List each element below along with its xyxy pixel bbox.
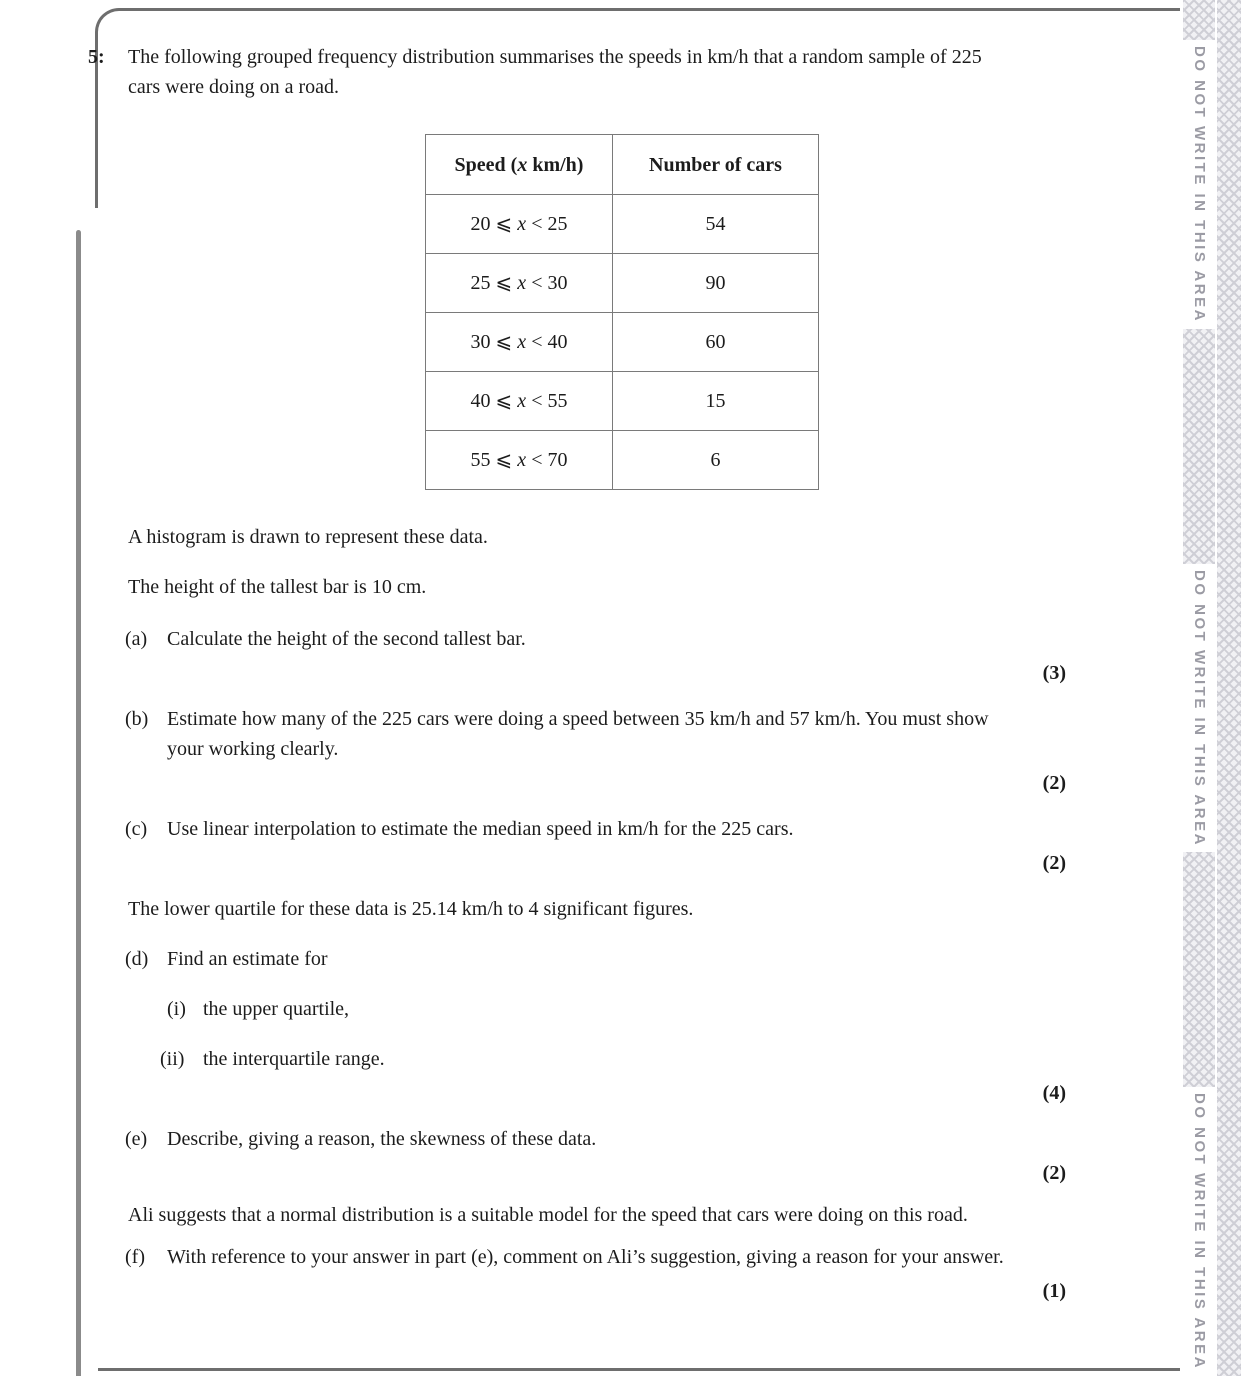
part-e-marks: (2) (1042, 1162, 1066, 1184)
question-intro (88, 42, 1078, 102)
range-pre: 25 ⩽ (470, 272, 518, 294)
do-not-write-label: DO NOT WRITE IN THIS AREA (1191, 1093, 1208, 1371)
car-count-cell: 60 (613, 313, 819, 372)
range-pre: 40 ⩽ (470, 390, 518, 412)
range-var: x (517, 449, 527, 471)
part-b-text: Estimate how many of the 225 cars were doing a speed between 35 km/h and 57 km/h. You must show your working clearly. (167, 708, 989, 760)
page-frame-bottom (98, 1368, 1180, 1371)
part-b-marks: (2) (1042, 772, 1066, 794)
car-count-cell: 15 (613, 372, 819, 431)
part-f-marks: (1) (1042, 1280, 1066, 1302)
do-not-write-text-strip (1183, 0, 1215, 1376)
part-d-sub-i (167, 994, 1078, 1024)
part-b (125, 704, 1078, 764)
part-d-sub-ii (160, 1044, 1078, 1074)
statement-lower-quartile: The lower quartile for these data is 25.14 km/h to 4 significant figures. (128, 898, 694, 920)
range-post: < 70 (526, 449, 568, 471)
part-f-label: (f) (125, 1246, 145, 1268)
speed-class-cell (426, 195, 613, 254)
part-c (125, 814, 1078, 844)
range-post: < 25 (526, 213, 568, 235)
part-c-marks: (2) (1042, 852, 1066, 874)
part-f-text: With reference to your answer in part (e), comment on Ali’s suggestion, giving a reason for your answer. (167, 1246, 1004, 1268)
part-c-label: (c) (125, 818, 148, 840)
table-header-cars: Number of cars (613, 135, 819, 195)
question-intro-text: The following grouped frequency distribution summarises the speeds in km/h that a random sample of 225 cars were doing on a road. (128, 46, 982, 98)
part-d-sub-i-text: the upper quartile, (203, 998, 350, 1020)
speed-class-cell (426, 254, 613, 313)
table-row (426, 431, 819, 490)
car-count-cell: 54 (613, 195, 819, 254)
range-post: < 40 (526, 331, 568, 353)
part-d-sub-i-label: (i) (167, 998, 186, 1020)
statement-histogram: A histogram is drawn to represent these data. (128, 526, 488, 548)
part-d-marks: (4) (1042, 1082, 1066, 1104)
part-a-text: Calculate the height of the second tallest bar. (167, 628, 526, 650)
do-not-write-label: DO NOT WRITE IN THIS AREA (1191, 46, 1208, 323)
range-var: x (517, 331, 527, 353)
question-number: 5: (88, 46, 105, 68)
page-frame-left-bar (76, 230, 81, 1376)
hatch-band (1183, 852, 1215, 1087)
range-var: x (517, 272, 527, 294)
range-var: x (517, 390, 527, 412)
table-row (426, 254, 819, 313)
range-pre: 20 ⩽ (470, 213, 518, 235)
part-d-sub-ii-text: the interquartile range. (203, 1048, 385, 1070)
part-a-label: (a) (125, 628, 148, 650)
range-post: < 30 (526, 272, 568, 294)
do-not-write-margin (1183, 0, 1241, 1376)
table-row (426, 195, 819, 254)
table-header-row (426, 135, 819, 195)
header-speed-var: x (517, 153, 528, 176)
part-d-label: (d) (125, 948, 149, 970)
header-speed-pre: Speed ( (454, 153, 518, 176)
table-row (426, 313, 819, 372)
question-content (88, 42, 1078, 1306)
hatch-band (1183, 329, 1215, 564)
range-var: x (517, 213, 527, 235)
car-count-cell: 90 (613, 254, 819, 313)
statement-ali: Ali suggests that a normal distribution is a suitable model for the speed that cars were doing on this road. (128, 1204, 968, 1226)
part-a-marks: (3) (1042, 662, 1066, 684)
range-post: < 55 (526, 390, 568, 412)
part-d-sub-ii-label: (ii) (160, 1048, 185, 1070)
part-d-text: Find an estimate for (167, 948, 328, 970)
part-b-label: (b) (125, 708, 149, 730)
part-e (125, 1124, 1078, 1154)
range-pre: 30 ⩽ (470, 331, 518, 353)
table-header-speed (426, 135, 613, 195)
hatch-edge-band (1217, 0, 1241, 1376)
hatch-band (1183, 0, 1215, 40)
speed-class-cell (426, 313, 613, 372)
frequency-table (425, 134, 819, 490)
header-speed-post: km/h) (527, 153, 584, 176)
car-count-cell: 6 (613, 431, 819, 490)
statement-tallest-bar: The height of the tallest bar is 10 cm. (128, 576, 427, 598)
part-a (125, 624, 1078, 654)
part-d (125, 944, 1078, 974)
part-c-text: Use linear interpolation to estimate the median speed in km/h for the 225 cars. (167, 818, 794, 840)
speed-class-cell (426, 372, 613, 431)
table-row (426, 372, 819, 431)
range-pre: 55 ⩽ (470, 449, 518, 471)
do-not-write-label: DO NOT WRITE IN THIS AREA (1191, 569, 1208, 847)
part-e-text: Describe, giving a reason, the skewness of these data. (167, 1128, 597, 1150)
part-f (125, 1242, 1078, 1272)
part-e-label: (e) (125, 1128, 148, 1150)
speed-class-cell (426, 431, 613, 490)
